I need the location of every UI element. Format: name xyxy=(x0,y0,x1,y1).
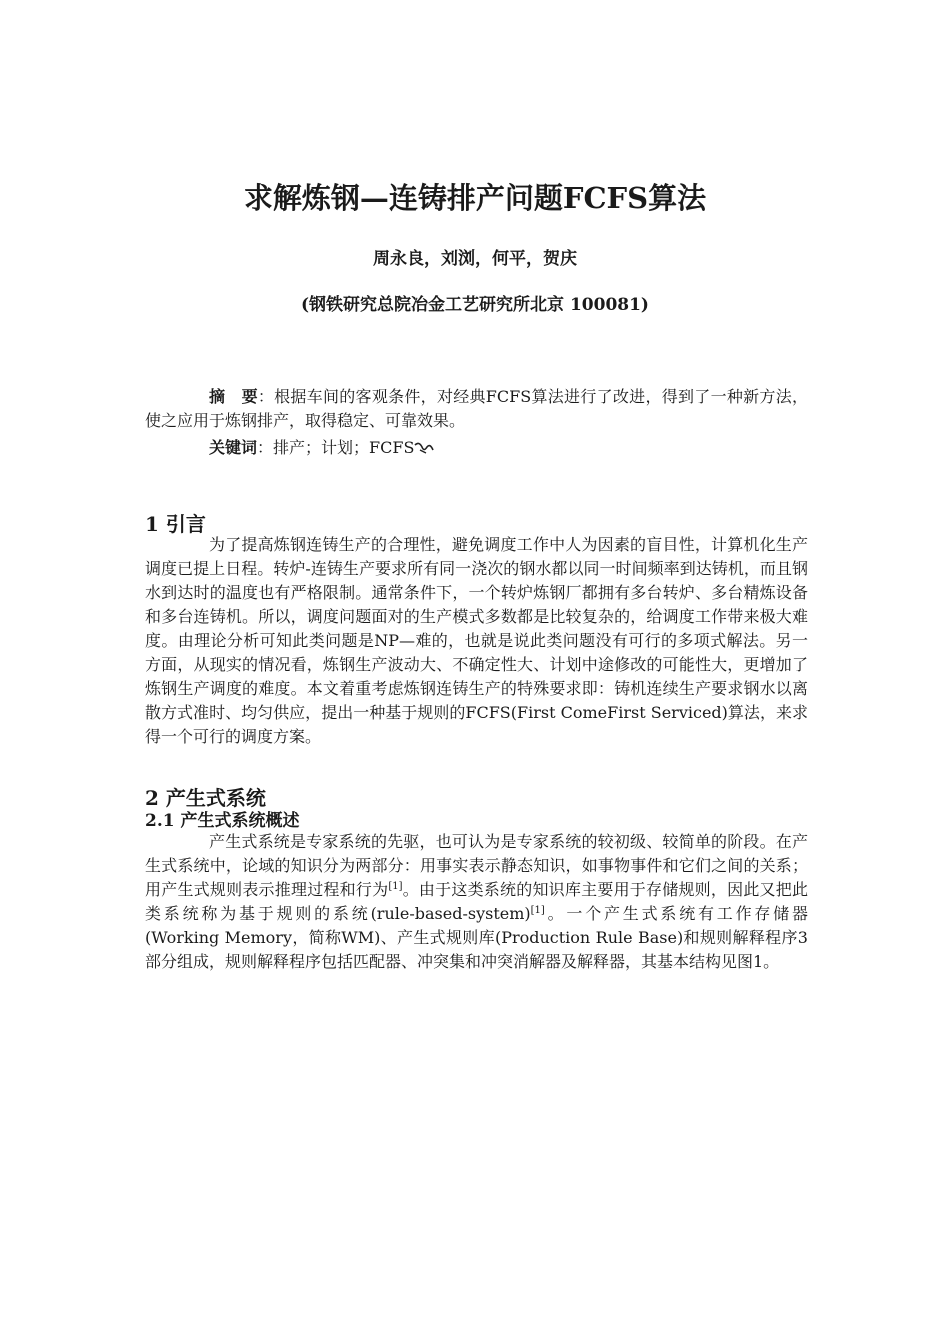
section-2-heading: 2 产生式系统 xyxy=(145,786,266,810)
abstract-label: 摘 要 xyxy=(209,387,258,406)
handwritten-mark-icon xyxy=(414,438,434,452)
keywords xyxy=(145,436,808,460)
citation-ref: [1] xyxy=(388,881,403,892)
section-2-1-text-a: 产生式系统是专家系统的先驱，也可认为是专家系统的较初级、较简单的阶段。在产生式系统中，论域的知识分为两部分：用事实表示静态知识，如事物事件和它们之间的关系；用产生式规则表示推理过程和行为 xyxy=(145,832,808,899)
section-1-paragraph: 为了提高炼钢连铸生产的合理性，避免调度工作中人为因素的盲目性，计算机化生产调度已提上日程。转炉-连铸生产要求所有同一浇次的钢水都以同一时间频率到达铸机，而且钢水到达时的温度也有严格限制。通常条件下，一个转炉炼钢厂都拥有多台转炉、多台精炼设备和多台连铸机。所以，调度问题面对的生产模式多数都是比较复杂的，给调度工作带来极大难度。由理论分析可知此类问题是NP—难的，也就是说此类问题没有可行的多项式解法。另一方面，从现实的情况看，炼钢生产波动大、不确定性大、计划中途修改的可能性大，更增加了炼钢生产调度的难度。本文着重考虑炼钢连铸生产的特殊要求即：铸机连续生产要求钢水以离散方式准时、均匀供应，提出一种基于规则的FCFS(First ComeFirst Serviced)算法，来求得一个可行的调度方案。 xyxy=(145,535,808,746)
section-2-1-heading: 2.1 产生式系统概述 xyxy=(145,811,300,831)
section-1-heading: 1 引言 xyxy=(145,512,206,536)
citation-ref: [1] xyxy=(530,905,545,916)
abstract-text: ：根据车间的客观条件，对经典FCFS算法进行了改进，得到了一种新方法，使之应用于炼钢排产，取得稳定、可靠效果。 xyxy=(145,387,808,430)
author-list: 周永良，刘浏，何平，贺庆 xyxy=(373,249,577,269)
section-2-1-text-c: 。一个产生式系统有工作存储器(Working Memory，简称WM)、产生式规则库(Production Rule Base)和规则解释程序3部分组成，规则解释程序包括匹配器、冲突集和冲突消解器及解释器，其基本结构见图1。 xyxy=(145,904,808,971)
paper-title: 求解炼钢—连铸排产问题FCFS算法 xyxy=(243,181,707,215)
section-2-1-paragraph xyxy=(145,830,808,974)
abstract xyxy=(145,385,808,433)
keywords-text: ：排产；计划；FCFS xyxy=(257,438,415,457)
affiliation: (钢铁研究总院冶金工艺研究所北京 100081) xyxy=(301,295,649,315)
keywords-label: 关键词 xyxy=(209,438,258,457)
section-2-1-text-b: 。由于这类系统的知识库主要用于存储规则，因此又把此类系统称为基于规则的系统(rule-based-system) xyxy=(145,880,808,923)
